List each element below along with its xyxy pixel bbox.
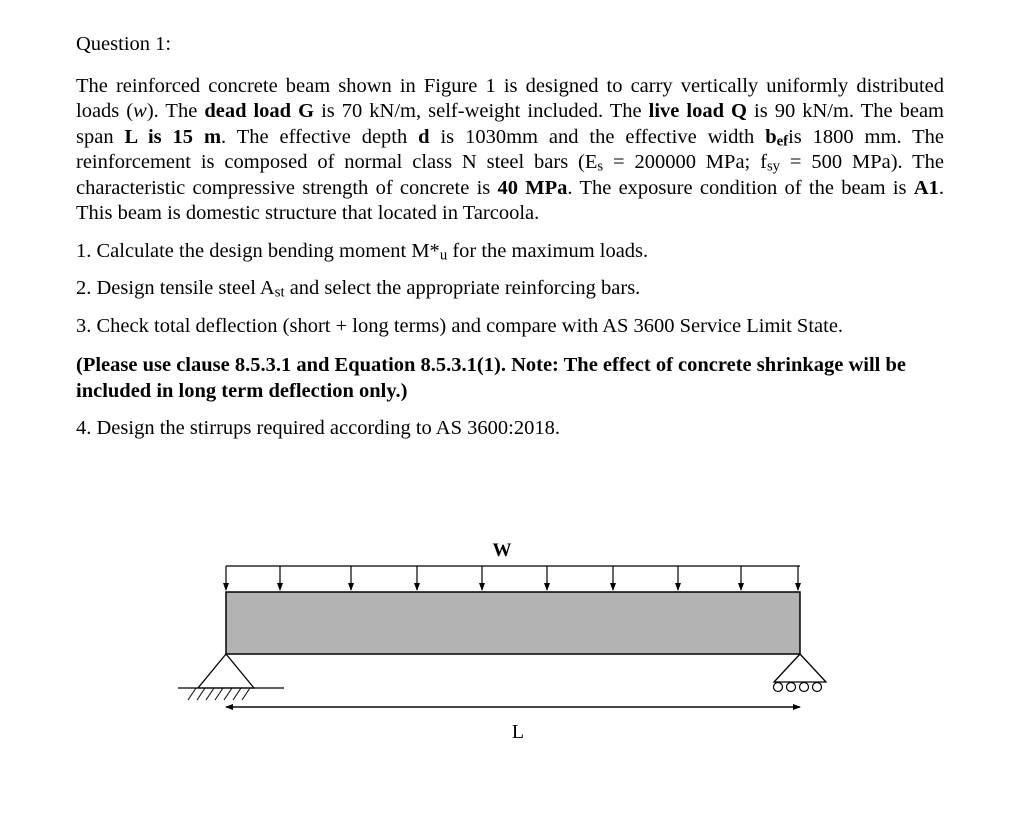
exposure-class: A1 — [913, 176, 939, 199]
task-4: 4. Design the stirrups required according to AS 3600:2018. — [76, 417, 560, 439]
span-label: L — [511, 721, 525, 743]
pin-support — [178, 654, 284, 700]
dead-load-label: dead load G — [204, 100, 315, 122]
task-1: 1. Calculate the design bending moment M*u for the maximum loads. — [76, 239, 649, 264]
load-label: W — [492, 540, 512, 561]
span-label: L is 15 m — [124, 125, 222, 148]
effective-width-symbol: bef — [765, 125, 789, 150]
concrete-strength: 40 MPa — [497, 176, 568, 199]
roller-support — [774, 654, 827, 692]
live-load-label: live load Q — [648, 100, 747, 122]
task-2: 2. Design tensile steel Ast and select the appropriate reinforcing bars. — [76, 277, 641, 301]
problem-statement: The reinforced concrete beam shown in Figure 1 is designed to carry vertically uniformly distributed loads (w). The dead load G is 70 kN/m, self-weight included. The live load Q is 90 kN/m. The beam span L is 15 m. The effective depth d is 1030mm and the effective width befis 1800 mm. The reinforcement is composed of normal class N steel bars (Es = 200000 MPa; fsy = 500 MPa). The characteristic compressive strength of concrete is 40 MPa. The exposure condition of the beam is A1. This beam is domestic structure that located in Tarcoola. — [76, 74, 945, 224]
effective-depth-symbol: d — [418, 125, 430, 148]
beam — [226, 592, 800, 654]
question-title: Question 1: — [76, 33, 172, 55]
task-3: 3. Check total deflection (short + long terms) and compare with AS 3600 Service Limit State. — [76, 314, 844, 337]
clause-note: (Please use clause 8.5.3.1 and Equation 8.5.3.1(1). Note: The effect of concrete shrinkage will be included in long term deflection only.) — [76, 354, 906, 402]
load-arrows — [226, 566, 798, 590]
